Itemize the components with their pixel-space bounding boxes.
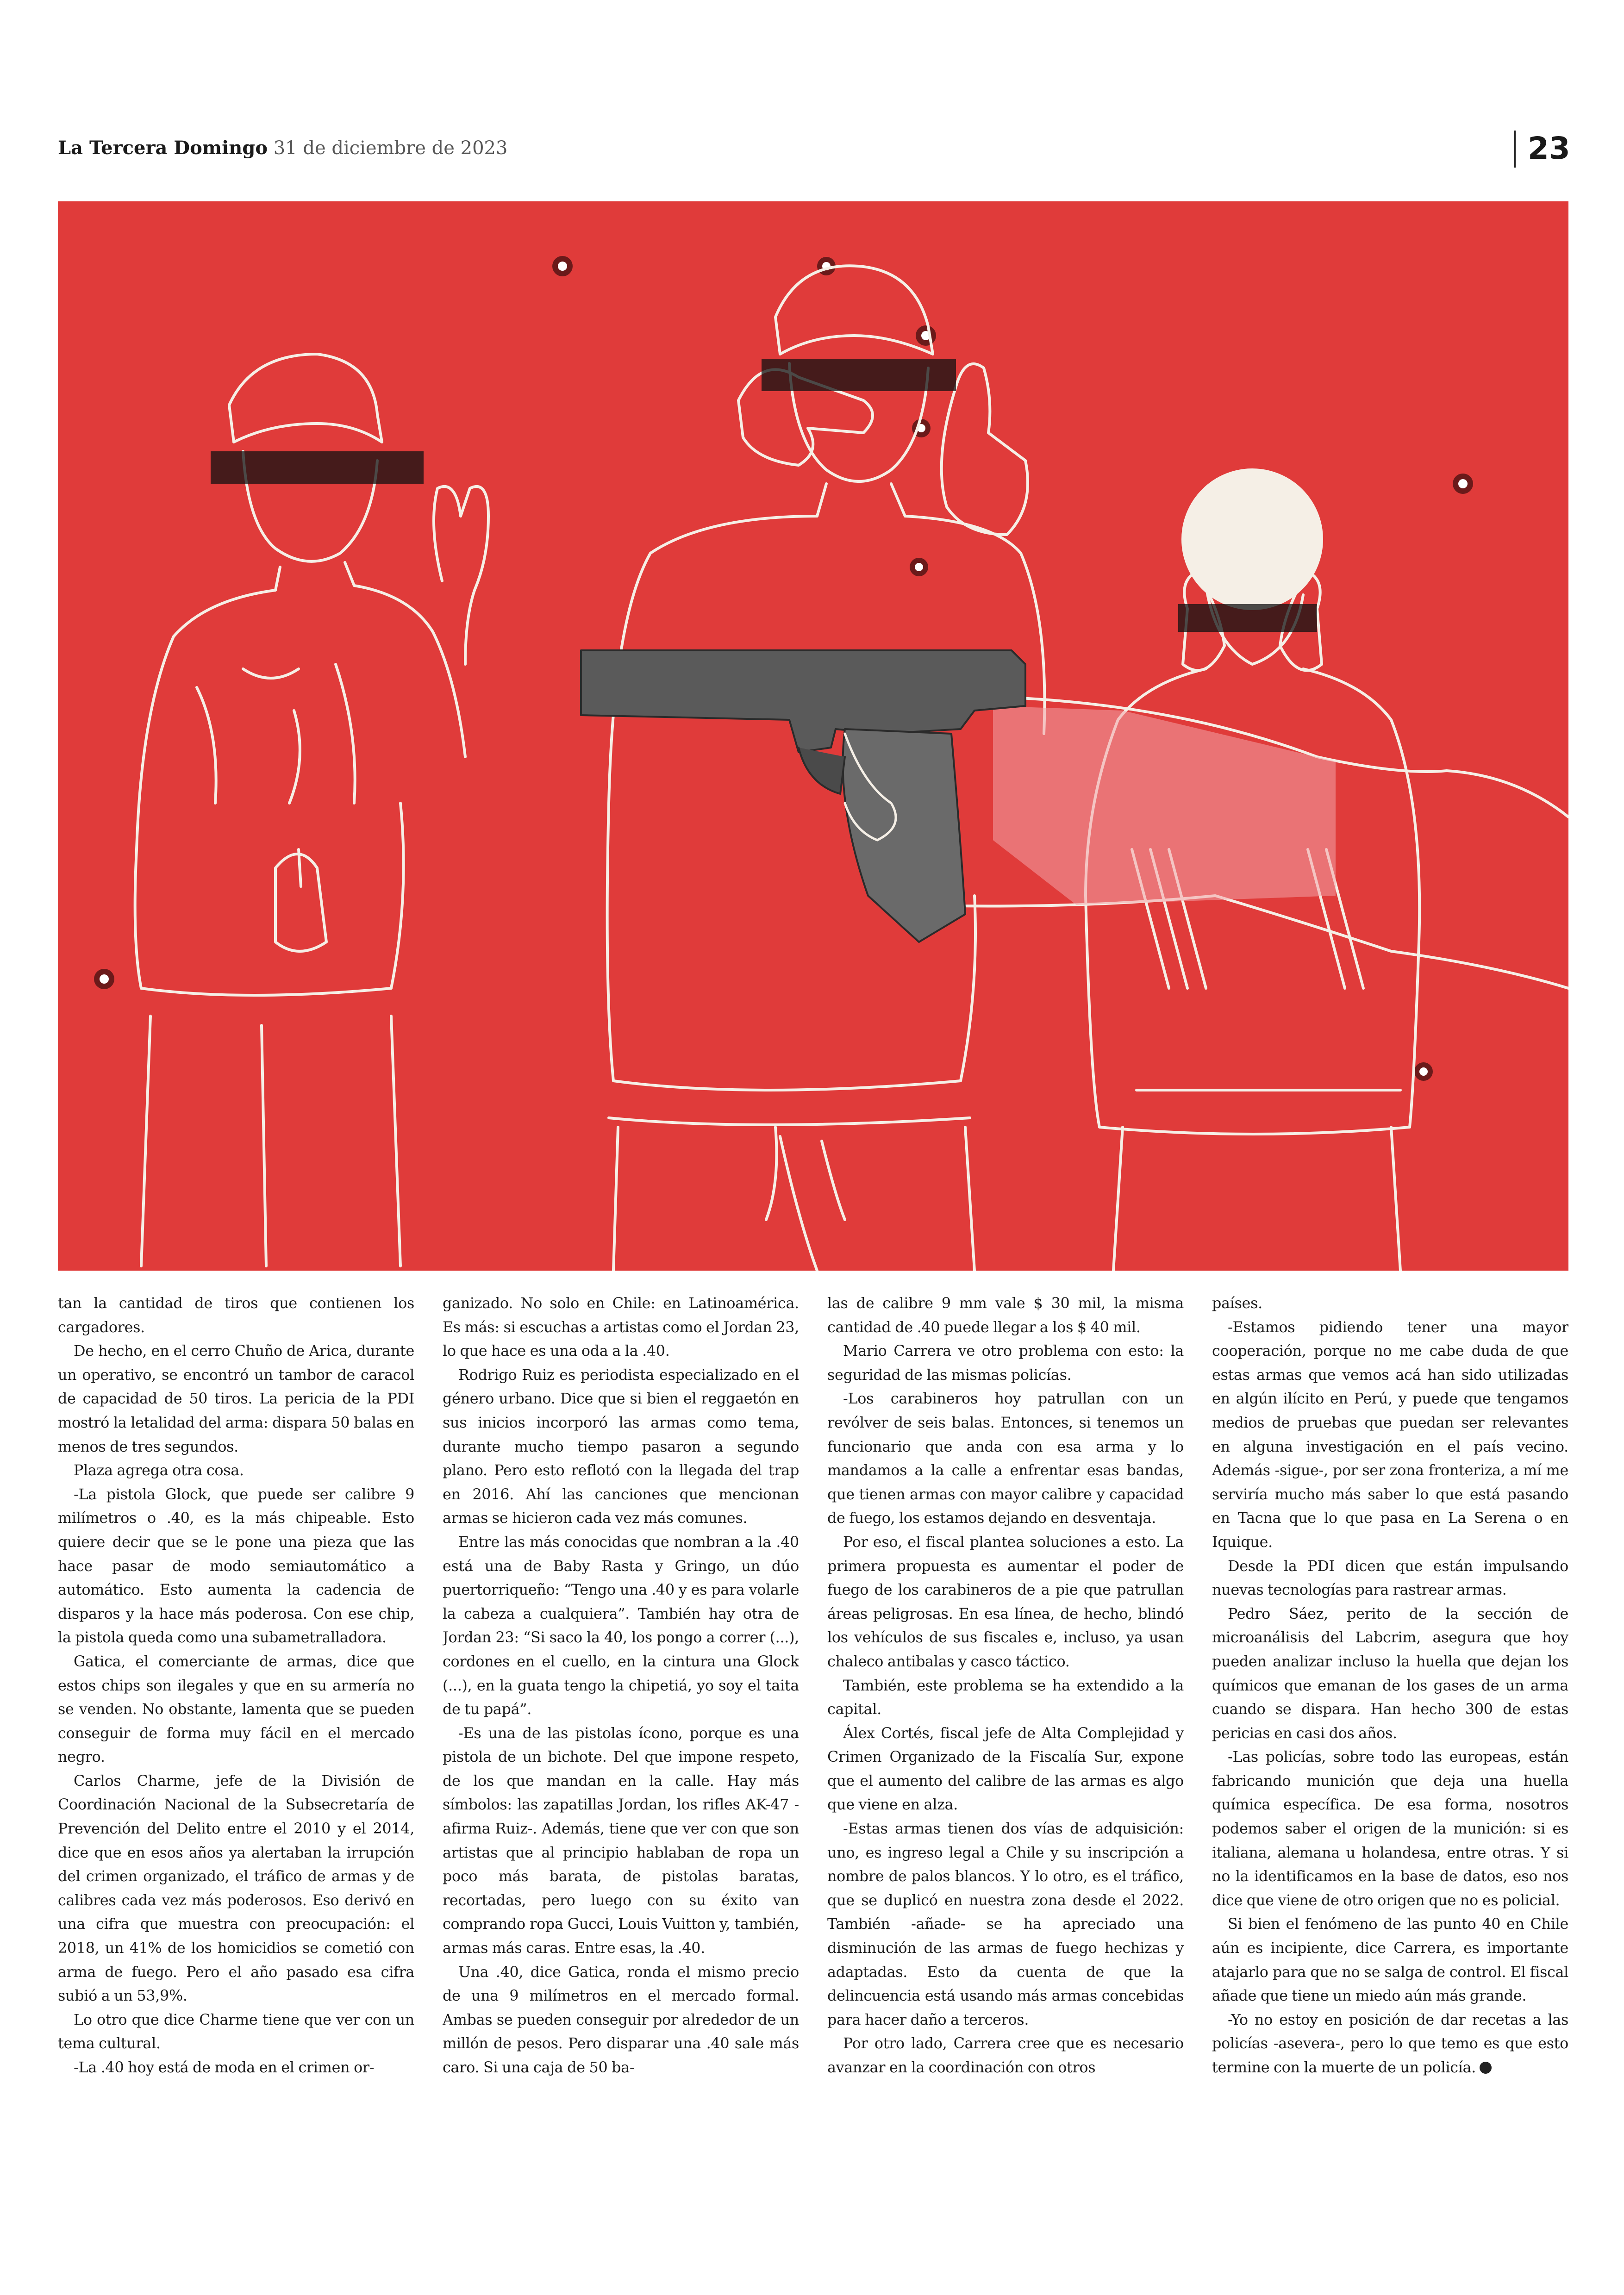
paragraph: Mario Carrera ve otro problema con esto: la seguridad de las mismas policías. bbox=[827, 1342, 1184, 1384]
end-of-article-icon bbox=[1480, 2062, 1492, 2074]
paragraph: Por otro lado, Carrera cree que es necesario avanzar en la coordinación con otros bbox=[827, 2035, 1184, 2076]
header-divider bbox=[1514, 131, 1516, 168]
paragraph: las de calibre 9 mm vale $ 30 mil, la misma cantidad de .40 puede llegar a los $ 40 mil. bbox=[827, 1295, 1184, 1336]
paragraph: Álex Cortés, fiscal jefe de Alta Complejidad y Crimen Organizado de la Fiscalía Sur, expone que el aumento del calibre de las armas es algo que viene en alza. bbox=[827, 1724, 1184, 1814]
paragraph: Desde la PDI dicen que están impulsando nuevas tecnologías para rastrear armas. bbox=[1212, 1557, 1568, 1599]
paragraph: Rodrigo Ruiz es periodista especializado en el género urbano. Dice que si bien el reggaetón en sus inicios incorporó las armas como tema, durante mucho tiempo pasaron a segundo plano. Pero esto reflotó con la llegada del trap en 2016. Ahí las canciones que mencionan armas se hicieron cada vez más comunes. bbox=[443, 1366, 799, 1527]
pistol-icon bbox=[581, 650, 1025, 942]
paragraph: De hecho, en el cerro Chuño de Arica, durante un operativo, se encontró un tambor de caracol de capacidad de 50 tiros. La pericia de la PDI mostró la letalidad del arma: dispara 50 balas en menos de tres segundos. bbox=[58, 1342, 414, 1455]
publication-line bbox=[58, 137, 507, 159]
last-paragraph-text: -Yo no estoy en posición de dar recetas a las policías -asevera-, pero lo que temo es que esto termine con la muerte de un policía. bbox=[1212, 2011, 1568, 2076]
paragraph: Entre las más conocidas que nombran a la .40 está una de Baby Rasta y Gringo, un dúo puertorriqueño: “Tengo una .40 y es para volarle la cabeza a cualquiera”. También hay otra de Jordan 23: “Si saco la 40, los pongo a correr (...), cordones en el cuello, en la cintura una Glock (...), en la guata tengo la chipetiá, yo soy el taita de tu papá”. bbox=[443, 1533, 799, 1718]
publication-name: La Tercera Domingo bbox=[58, 137, 268, 159]
paragraph: -La pistola Glock, que puede ser calibre 9 milímetros o .40, es la más chipeable. Esto quiere decir que se le pone una pieza que las hace pasar de modo semiautomático a automático. Esto aumenta la cadencia de disparos y la hace más poderosa. Con ese chip, la pistola queda como una subametralladora. bbox=[58, 1485, 414, 1646]
paragraph: tan la cantidad de tiros que contienen los cargadores. bbox=[58, 1295, 414, 1336]
paragraph: Una .40, dice Gatica, ronda el mismo precio de una 9 milímetros en el mercado formal. Ambas se pueden conseguir por alrededor de un millón de pesos. Pero disparar una .40 sale más caro. Si una caja de 50 ba- bbox=[443, 1963, 799, 2076]
paragraph: -Las policías, sobre todo las europeas, están fabricando munición que deja una huella química específica. De esa forma, nosotros podemos saber el origen de la munición: si es italiana, alemana u holandesa, entre otras. Y si no la identificamos en la base de datos, eso nos dice que viene de otro origen que no es policial. bbox=[1212, 1748, 1568, 1909]
paragraph: -Estamos pidiendo tener una mayor cooperación, porque no me cabe duda de que estas armas que vemos acá han sido utilizadas en algún ilícito en Perú, y puede que tengamos medios de pruebas que puedan ser relevantes en alguna investigación en el país vecino. Además -sigue-, por ser zona fronteriza, a mí me serviría mucho más saber lo que está pasando en Tacna que lo que pasa en La Serena o en Iquique. bbox=[1212, 1318, 1568, 1551]
paragraph: Plaza agrega otra cosa. bbox=[74, 1462, 244, 1479]
eyes-scribble bbox=[1178, 604, 1317, 632]
paragraph: -La .40 hoy está de moda en el crimen or- bbox=[74, 2059, 375, 2076]
paragraph: Por eso, el fiscal plantea soluciones a esto. La primera propuesta es aumentar el poder de fuego de los carabineros de a pie que patrullan áreas peligrosas. En esa línea, de hecho, blindó los vehículos de sus fiscales e, incluso, ya usan chaleco antibalas y casco táctico. bbox=[827, 1533, 1184, 1670]
paragraph bbox=[1212, 2008, 1568, 2080]
paragraph: Pedro Sáez, perito de la sección de microanálisis del Labcrim, asegura que hoy pueden analizar incluso la huella que dejan los químicos que emanan de los gases de un arma cuando se dispara. Han hecho 300 de estas pericias en casi dos años. bbox=[1212, 1605, 1568, 1742]
text-column-4 bbox=[1212, 1291, 1568, 2236]
paragraph: También, este problema se ha extendido a la capital. bbox=[827, 1677, 1184, 1718]
paragraph: ganizado. No solo en Chile: en Latinoamérica. Es más: si escuchas a artistas como el Jordan 23, lo que hace es una oda a la .40. bbox=[443, 1295, 799, 1360]
page-number: 23 bbox=[1528, 131, 1570, 166]
publication-date: 31 de diciembre de 2023 bbox=[273, 137, 508, 159]
page-header bbox=[58, 131, 1570, 168]
eyes-scribble bbox=[211, 451, 424, 484]
text-column-2 bbox=[443, 1291, 799, 2236]
article-body bbox=[58, 1291, 1568, 2236]
paragraph: -Estas armas tienen dos vías de adquisición: uno, es ingreso legal a Chile y su inscripción a nombre de palos blancos. Y lo otro, es el tráfico, que se duplicó en nuestra zona desde el 2022. También -añade- se ha apreciado una disminución de las armas de fuego hechizas y adaptadas. Esto da cuenta de que la delincuencia está usando más armas concebidas para hacer daño a terceros. bbox=[827, 1820, 1184, 2028]
reaching-arm-outline bbox=[905, 697, 1568, 988]
left-figure-outline bbox=[135, 354, 488, 1266]
paragraph: -Es una de las pistolas ícono, porque es una pistola de un bichote. Del que impone respeto, de los que mandan en la calle. Hay más símbolos: las zapatillas Jordan, los rifles AK-47 -afirma Ruiz-. Además, tiene que ver con que son artistas que al principio hablaban de ropa un poco más barata, de pistolas baratas, recortadas, pero luego con su éxito van comprando ropa Gucci, Louis Vuitton y, también, armas más caras. Entre esas, la .40. bbox=[443, 1724, 799, 1957]
paragraph: Lo otro que dice Charme tiene que ver con un tema cultural. bbox=[58, 2011, 414, 2052]
eyes-scribble bbox=[762, 359, 956, 391]
paragraph: Si bien el fenómeno de las punto 40 en Chile aún es incipiente, dice Carrera, es importante atajarlo para que no se salga de control. El fiscal añade que tiene un miedo aún más grande. bbox=[1212, 1915, 1568, 2005]
paragraph: Carlos Charme, jefe de la División de Coordinación Nacional de la Subsecretaría de Prevención del Delito entre el 2010 y el 2014, dice que en esos años ya alertaban la irrupción del crimen organizado, el tráfico de armas y de calibres cada vez más poderosos. Eso derivó en una cifra que muestra con preocupación: el 2018, un 41% de los homicidios se cometió con arma de fuego. Pero el año pasado esa cifra subió a un 53,9%. bbox=[58, 1772, 414, 2005]
paragraph: -Los carabineros hoy patrullan con un revólver de seis balas. Entonces, si tenemos un funcionario que anda con esa arma y lo mandamos a la calle a enfrentar esas bandas, que tienen armas con mayor calibre y capacidad de fuego, los estamos dejando en desventaja. bbox=[827, 1390, 1184, 1527]
text-column-1 bbox=[58, 1291, 414, 2236]
article-illustration bbox=[58, 201, 1568, 1271]
text-column-3 bbox=[827, 1291, 1184, 2236]
paragraph: países. bbox=[1212, 1295, 1262, 1312]
paragraph: Gatica, el comerciante de armas, dice que estos chips son ilegales y que en su armería no se venden. No obstante, lamenta que se pueden conseguir de forma muy fácil en el mercado negro. bbox=[58, 1653, 414, 1766]
